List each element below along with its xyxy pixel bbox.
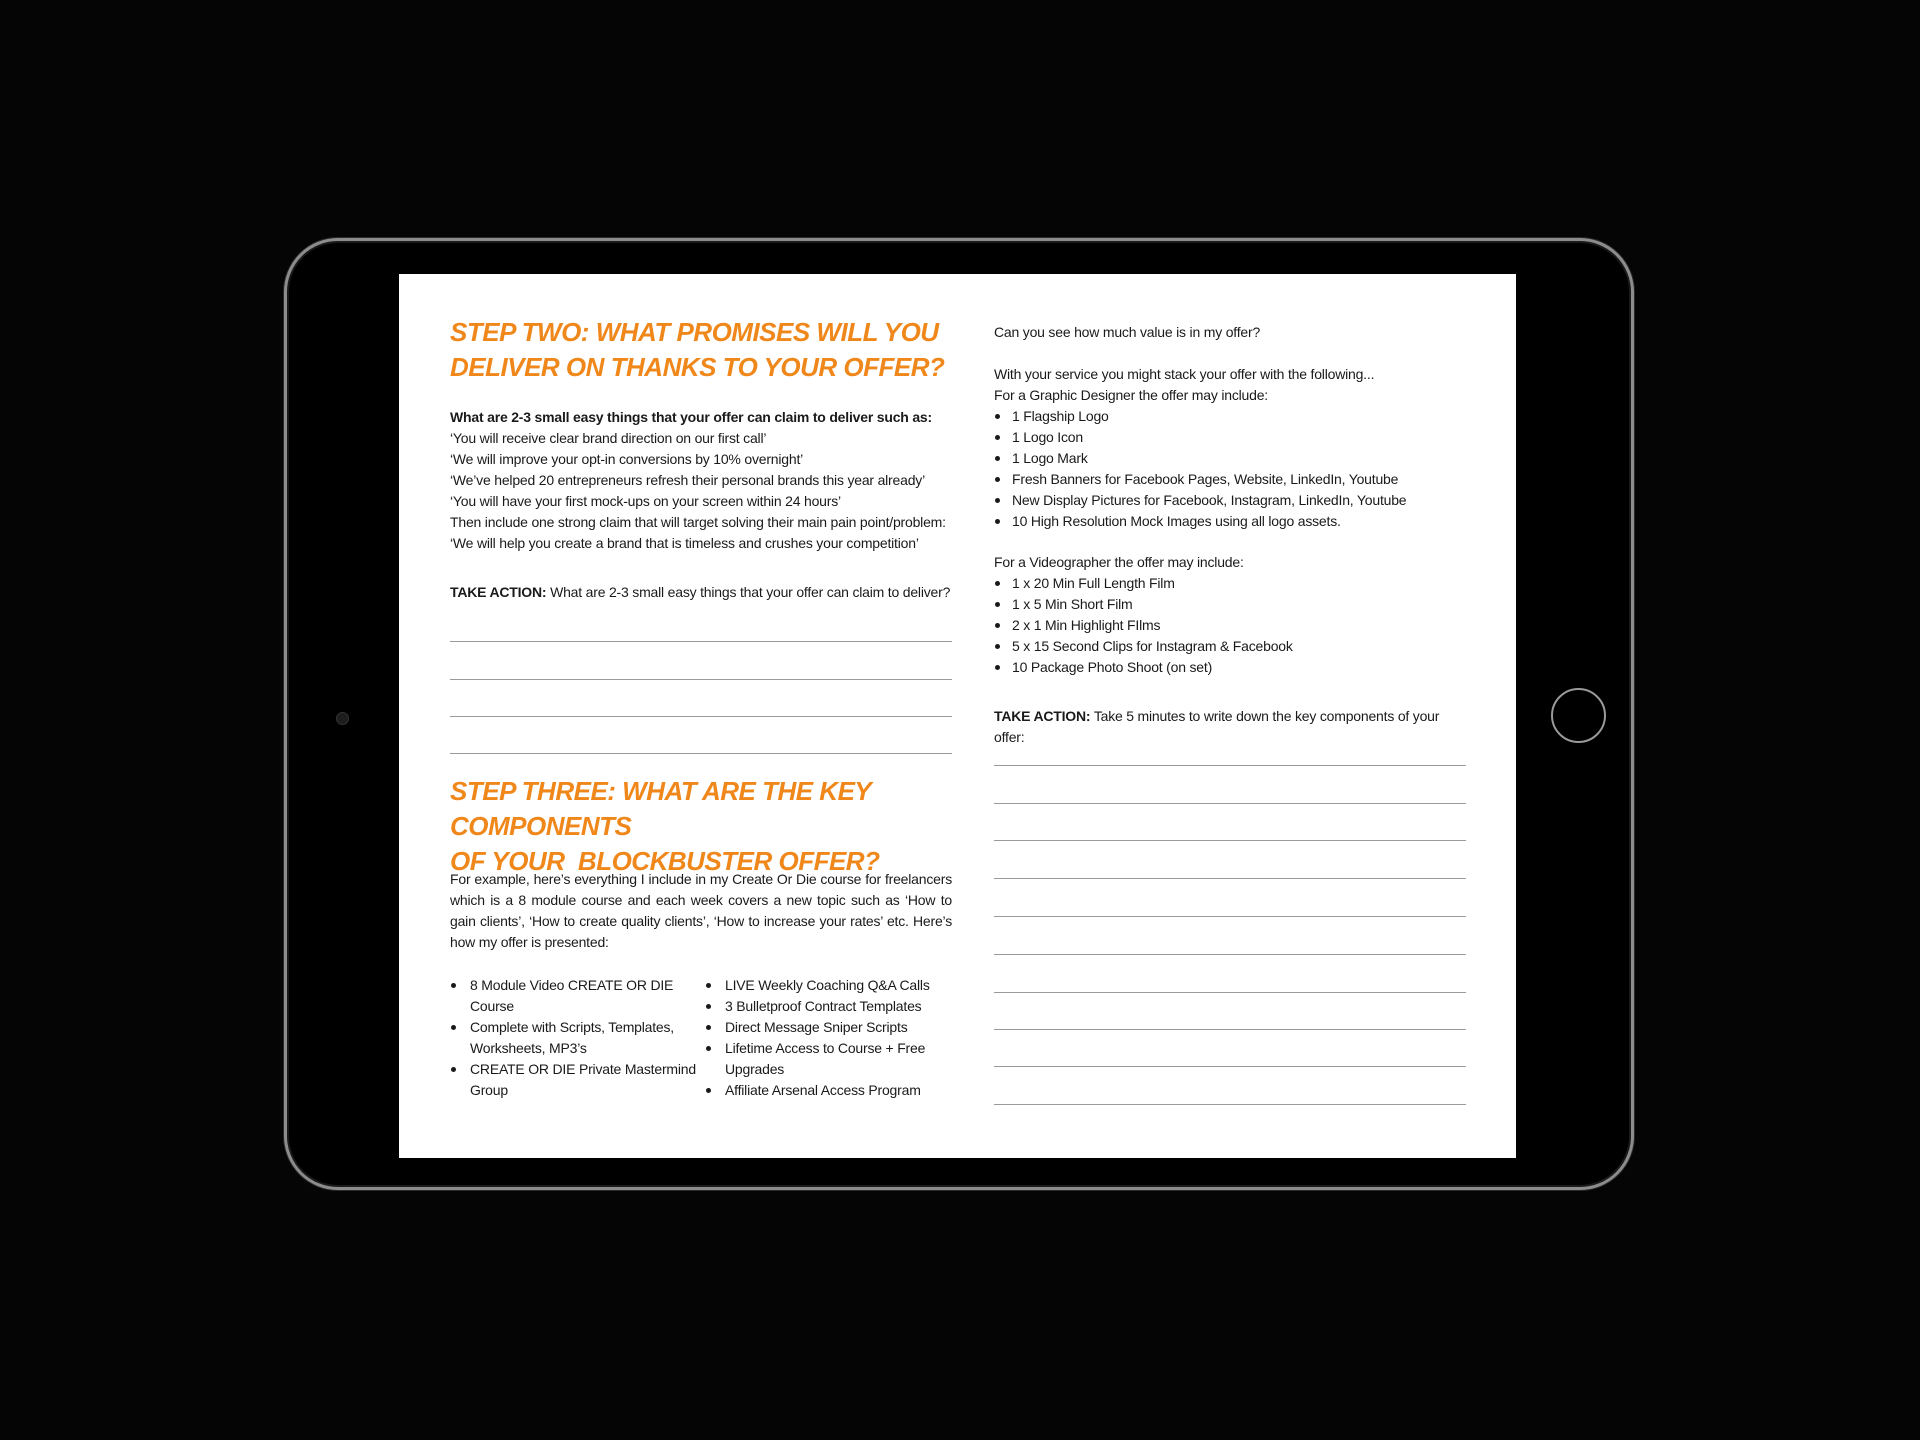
answer-line[interactable] (994, 840, 1466, 841)
offer-components (450, 975, 952, 1101)
claim-line: Then include one strong claim that will target solving their main pain point/problem: (450, 514, 946, 530)
home-button[interactable] (1551, 688, 1606, 743)
claim-line: ‘We’ve helped 20 entrepreneurs refresh their personal brands this year already’ (450, 472, 925, 488)
answer-line[interactable] (994, 954, 1466, 955)
step-two-take-action (450, 582, 952, 603)
stack-intro: With your service you might stack your offer with the following... (994, 366, 1375, 382)
list-item: CREATE OR DIE Private Mastermind Group (450, 1059, 705, 1101)
list-item: Complete with Scripts, Templates, Worksheets, MP3’s (450, 1017, 705, 1059)
answer-line[interactable] (994, 1029, 1466, 1030)
list-item: 1 Logo Mark (994, 448, 1466, 469)
answer-line[interactable] (994, 992, 1466, 993)
take-action-label: TAKE ACTION: (994, 708, 1091, 724)
list-item: 2 x 1 Min Highlight FIlms (994, 615, 1466, 636)
step-two-title-line1: STEP TWO: WHAT PROMISES WILL YOU (450, 317, 939, 347)
designer-list (994, 406, 1466, 532)
take-action-label: TAKE ACTION: (450, 584, 547, 600)
designer-intro: For a Graphic Designer the offer may include: (994, 387, 1268, 403)
answer-line[interactable] (450, 679, 952, 680)
video-intro: For a Videographer the offer may include: (994, 554, 1244, 570)
list-item: New Display Pictures for Facebook, Instagram, LinkedIn, Youtube (994, 490, 1466, 511)
video-list (994, 573, 1466, 678)
front-camera (336, 712, 349, 725)
take-action-text: What are 2-3 small easy things that your offer can claim to deliver? (550, 584, 951, 600)
step-three-title-line2: OF YOUR BLOCKBUSTER OFFER? (450, 846, 880, 876)
answer-line[interactable] (994, 1066, 1466, 1067)
answer-line[interactable] (994, 1104, 1466, 1105)
list-item: 5 x 15 Second Clips for Instagram & Facebook (994, 636, 1466, 657)
answer-line[interactable] (994, 916, 1466, 917)
take-action-text: Take 5 minutes to write down the key components of your offer: (994, 708, 1440, 745)
list-item: 1 Flagship Logo (994, 406, 1466, 427)
claim-line: ‘We will help you create a brand that is timeless and crushes your competition’ (450, 535, 919, 551)
claim-line: ‘We will improve your opt-in conversions by 10% overnight’ (450, 451, 804, 467)
list-item: 1 x 5 Min Short Film (994, 594, 1466, 615)
list-item: 10 Package Photo Shoot (on set) (994, 657, 1466, 678)
designer-block (994, 364, 1466, 532)
step-three-heading (450, 774, 970, 879)
answer-line[interactable] (994, 878, 1466, 879)
step-two-heading (450, 315, 970, 385)
step-two-body (450, 407, 952, 554)
step-two-intro: What are 2-3 small easy things that your offer can claim to deliver such as: (450, 409, 932, 425)
step-three-paragraph: For example, here’s everything I include in my Create Or Die course for freelancers which is a 8 module course and each week covers a new topic such as ‘How to gain clients’, ‘How to create quality clients’, ‘How to increase your rates’ etc. Here’s how my offer is presented: (450, 871, 952, 950)
claim-line: ‘You will have your first mock-ups on your screen within 24 hours’ (450, 493, 841, 509)
answer-line[interactable] (450, 753, 952, 754)
list-item: 3 Bulletproof Contract Templates (705, 996, 952, 1017)
document-page (399, 274, 1516, 1158)
list-item: 8 Module Video CREATE OR DIE Course (450, 975, 705, 1017)
list-item: 1 Logo Icon (994, 427, 1466, 448)
step-two-title-line2: DELIVER ON THANKS TO YOUR OFFER? (450, 352, 945, 382)
right-take-action (994, 706, 1466, 748)
list-item: LIVE Weekly Coaching Q&A Calls (705, 975, 952, 996)
answer-line[interactable] (450, 641, 952, 642)
videographer-block (994, 552, 1466, 678)
answer-line[interactable] (450, 716, 952, 717)
list-item: Fresh Banners for Facebook Pages, Website, LinkedIn, Youtube (994, 469, 1466, 490)
answer-line[interactable] (994, 803, 1466, 804)
list-item: Direct Message Sniper Scripts (705, 1017, 952, 1038)
step-three-title-line1: STEP THREE: WHAT ARE THE KEY COMPONENTS (450, 776, 871, 841)
claim-line: ‘You will receive clear brand direction on our first call’ (450, 430, 767, 446)
components-list-left (450, 975, 705, 1101)
answer-line[interactable] (994, 765, 1466, 766)
list-item: 10 High Resolution Mock Images using all logo assets. (994, 511, 1466, 532)
value-question: Can you see how much value is in my offer? (994, 324, 1261, 340)
list-item: Affiliate Arsenal Access Program (705, 1080, 952, 1101)
list-item: 1 x 20 Min Full Length Film (994, 573, 1466, 594)
list-item: Lifetime Access to Course + Free Upgrades (705, 1038, 952, 1080)
components-list-right (705, 975, 952, 1101)
